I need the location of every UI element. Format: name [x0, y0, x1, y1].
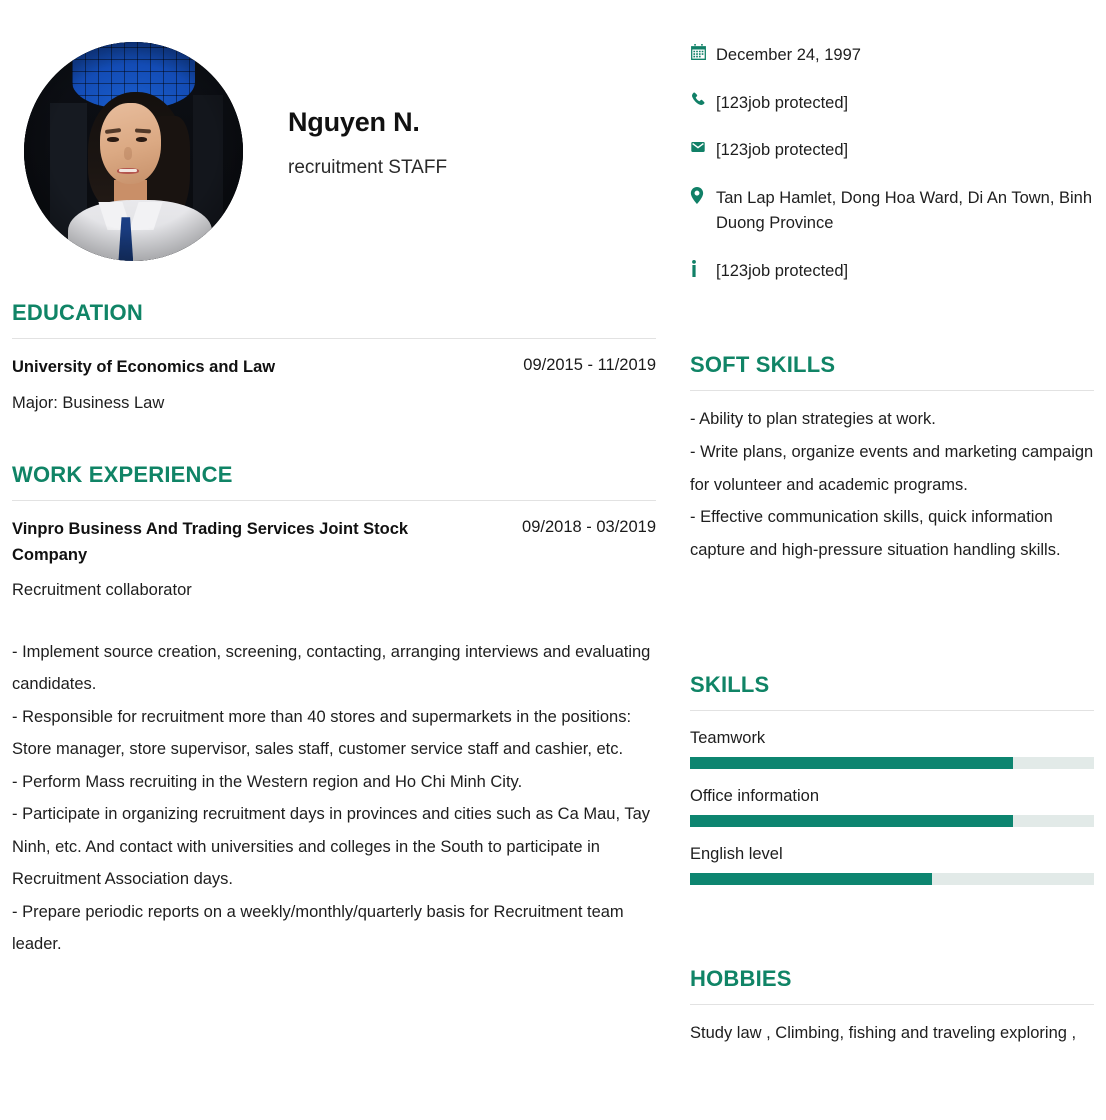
skill-bar-track [690, 757, 1094, 769]
contact-row[interactable] [690, 137, 1094, 164]
work-entry [12, 517, 656, 961]
skill-bar-track [690, 815, 1094, 827]
bullet-line: - Responsible for recruitment more than 40 stores and supermarkets in the positions: Store manager, store supervisor, sales staff, customer service staff and cashier, etc. [12, 707, 632, 759]
skills-bars [690, 729, 1094, 885]
skill-label: Office information [690, 787, 820, 805]
skill-label: Teamwork [690, 729, 766, 747]
skill-label: English level [690, 845, 783, 863]
soft-skills-list [690, 403, 1094, 567]
education-org: University of Economics and Law [12, 358, 276, 376]
skill-item [690, 845, 1094, 885]
work-date: 09/2018 - 03/2019 [522, 518, 656, 537]
info-icon [690, 258, 716, 277]
skill-item [690, 729, 1094, 769]
bullet-line: - Perform Mass recruiting in the Western region and Ho Chi Minh City. [12, 772, 523, 791]
avatar [24, 42, 243, 261]
section-divider [690, 710, 1094, 711]
contact-row[interactable] [690, 258, 1094, 285]
left-column [12, 0, 656, 961]
page-title: Nguyen N. [288, 107, 420, 137]
contact-row[interactable] [690, 90, 1094, 117]
contact-row[interactable] [690, 185, 1094, 237]
hobbies-heading: HOBBIES [690, 966, 792, 991]
job-title: recruitment STAFF [288, 157, 448, 179]
skill-bar-track [690, 873, 1094, 885]
name-block [288, 106, 618, 179]
work-experience-section [12, 462, 656, 961]
section-divider [690, 390, 1094, 391]
contact-value: [123job protected] [716, 261, 849, 280]
contact-row[interactable] [690, 42, 1094, 69]
education-entry [12, 355, 656, 416]
contact-value: Tan Lap Hamlet, Dong Hoa Ward, Di An Town, Binh Duong Province [716, 188, 1093, 233]
section-divider [12, 338, 656, 339]
skill-bar-fill [690, 815, 1013, 827]
bullet-line: - Implement source creation, screening, contacting, arranging interviews and evaluating candidates. [12, 642, 651, 694]
bullet-line: - Participate in organizing recruitment days in provinces and cities such as Ca Mau, Tay Ninh, etc. And contact with universities and colleges in the South to participate in Recruitment Association days. [12, 805, 650, 889]
resume-header [12, 0, 656, 300]
bullet-line: - Ability to plan strategies at work. [690, 410, 936, 428]
bullet-line: - Prepare periodic reports on a weekly/monthly/quarterly basis for Recruitment team leader. [12, 902, 624, 954]
work-bullets [12, 636, 656, 961]
soft-skills-section [690, 352, 1094, 567]
location-icon [690, 185, 716, 204]
section-divider [12, 500, 656, 501]
calendar-icon [690, 42, 716, 61]
contact-value: December 24, 1997 [716, 46, 861, 64]
skills-section [690, 672, 1094, 885]
skills-heading: SKILLS [690, 672, 770, 697]
skill-bar-fill [690, 873, 932, 885]
section-divider [690, 1004, 1094, 1005]
skill-bar-fill [690, 757, 1013, 769]
education-date: 09/2015 - 11/2019 [523, 356, 656, 374]
work-experience-heading: WORK EXPERIENCE [12, 462, 233, 488]
portrait-photo-image [24, 42, 243, 261]
hobbies-text: Study law , Climbing, fishing and traveling exploring , [690, 1024, 1077, 1042]
education-heading: EDUCATION [12, 300, 143, 325]
hobbies-section [690, 966, 1094, 1050]
contact-list [690, 42, 1094, 305]
education-major: Major: Business Law [12, 393, 165, 412]
skill-item [690, 787, 1094, 827]
soft-skills-heading: SOFT SKILLS [690, 352, 836, 377]
phone-icon [690, 90, 716, 108]
email-icon [690, 137, 716, 155]
contact-value: [123job protected] [716, 93, 849, 112]
contact-value: [123job protected] [716, 141, 849, 160]
education-section [12, 300, 656, 416]
work-role: Recruitment collaborator [12, 581, 192, 600]
bullet-line: - Effective communication skills, quick information capture and high-pressure situation handling skills. [690, 508, 1061, 560]
work-org: Vinpro Business And Trading Services Joint Stock Company [12, 520, 409, 564]
bullet-line: - Write plans, organize events and marketing campaign for volunteer and academic programs. [690, 442, 1094, 494]
